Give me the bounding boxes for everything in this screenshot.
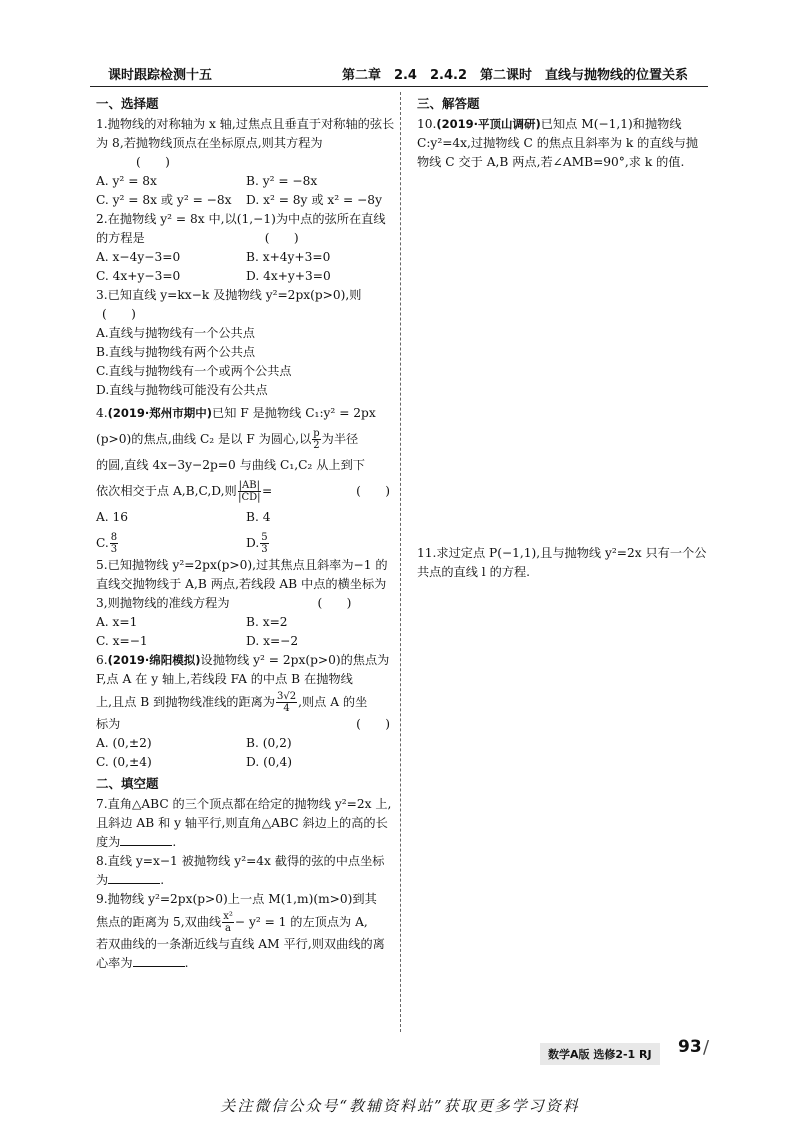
q4-line3: 的圆,直线 4x−3y−2p=0 与曲线 C₁,C₂ 从上到下 xyxy=(96,458,365,472)
q7-blank[interactable] xyxy=(120,833,172,846)
question-3 xyxy=(96,286,396,400)
q7-text: 7.直角△ABC 的三个顶点都在给定的抛物线 y²=2x 上,且斜边 AB 和 y 轴平行,则直角△ABC 斜边上的高的长度为 xyxy=(96,797,392,849)
q9-line2b: − y² = 1 的左顶点为 A, xyxy=(234,915,368,929)
q4-frac-num: |AB| xyxy=(238,480,260,491)
q2-text: 2.在抛物线 y² = 8x 中,以(1,−1)为中点的弦所在直线的方程是 xyxy=(96,212,386,245)
column-divider xyxy=(400,92,401,1032)
q6-paren: ( ) xyxy=(356,717,390,731)
bottom-watermark-note: 关注微信公众号“教辅资料站”获取更多学习资料 xyxy=(220,1097,580,1115)
q6-line2b: ,则点 A 的坐 xyxy=(298,695,368,709)
q4-frac-den: |CD| xyxy=(238,492,261,503)
q9-frac-den: a xyxy=(225,923,232,934)
q4-opt-a: A. 16 xyxy=(96,510,129,524)
q4-paren: ( ) xyxy=(356,484,390,498)
q2-opt-a: A. x−4y−3=0 xyxy=(96,250,181,264)
q9-frac-num: x² xyxy=(223,911,233,922)
q5-opt-d: D. x=−2 xyxy=(246,634,299,648)
q4-source: (2019·郑州市期中) xyxy=(107,406,213,420)
q4-opt-d xyxy=(246,530,396,556)
q3-opt-d: D.直线与抛物线可能没有公共点 xyxy=(96,383,268,397)
q4-frac-p2-den: 2 xyxy=(313,440,320,451)
q6-number: 6. xyxy=(96,653,108,667)
question-1 xyxy=(96,115,396,210)
question-11 xyxy=(417,544,709,582)
q9-line3: 若双曲线的一条渐近线与直线 AM 平行,则双曲线的离心率为 xyxy=(96,937,385,970)
q4-opt-d-label: D. xyxy=(246,536,260,550)
q4-frac-ab-cd xyxy=(238,480,261,503)
q1-opt-c: C. y² = 8x 或 y² = −8x xyxy=(96,193,232,207)
q5-paren: ( ) xyxy=(317,596,352,610)
q1-opt-d: D. x² = 8y 或 x² = −8y xyxy=(246,193,382,207)
q4-opt-d-den: 3 xyxy=(261,544,268,555)
question-2 xyxy=(96,210,396,286)
q3-opt-c: C.直线与抛物线有一个或两个公共点 xyxy=(96,364,292,378)
q4-line4a: 依次相交于点 A,B,C,D,则 xyxy=(96,484,237,498)
q8-blank[interactable] xyxy=(108,871,160,884)
question-10 xyxy=(417,115,709,172)
q9-line2a: 焦点的距离为 5,双曲线 xyxy=(96,915,222,929)
q2-opt-b: B. x+4y+3=0 xyxy=(246,250,331,264)
q6-opt-b: B. (0,2) xyxy=(246,736,292,750)
q4-opt-d-frac xyxy=(260,532,268,555)
q4-opt-d-num: 5 xyxy=(261,532,268,543)
q8-end: . xyxy=(160,873,165,887)
q1-paren: ( ) xyxy=(136,155,170,169)
q4-opt-c-frac xyxy=(110,532,118,555)
q5-text: 5.已知抛物线 y²=2px(p>0),过其焦点且斜率为−1 的直线交抛物线于 A,B 两点,若线段 AB 中点的横坐标为 3,则抛物线的准线方程为 xyxy=(96,558,388,610)
q10-source: (2019·平顶山调研) xyxy=(436,117,541,131)
q9-end: . xyxy=(184,956,189,970)
q4-line2b: 为半径 xyxy=(321,432,359,446)
q6-frac xyxy=(276,691,297,714)
header-right: 第二章 2.4 2.4.2 第二课时 直线与抛物线的位置关系 xyxy=(341,68,688,83)
right-column xyxy=(417,92,709,582)
q9-blank[interactable] xyxy=(133,954,185,967)
q10-number: 10. xyxy=(417,117,437,131)
q4-opt-c-num: 8 xyxy=(110,532,118,543)
q9-line1: 9.抛物线 y²=2px(p>0)上一点 M(1,m)(m>0)到其 xyxy=(96,892,377,906)
q4-frac-p2-num: p xyxy=(313,428,320,439)
q11-text: 11.求过定点 P(−1,1),且与抛物线 y²=2x 只有一个公共点的直线 l 的方程. xyxy=(417,546,707,579)
q9-frac xyxy=(222,911,234,934)
q4-number: 4. xyxy=(96,406,108,420)
q1-text: 1.抛物线的对称轴为 x 轴,过焦点且垂直于对称轴的弦长为 8,若抛物线顶点在坐标原点,则其方程为 xyxy=(96,117,395,150)
q6-source: (2019·绵阳模拟) xyxy=(107,653,201,667)
q6-opt-a: A. (0,±2) xyxy=(96,736,152,750)
q4-line1: 已知 F 是抛物线 C₁:y² = 2px xyxy=(212,406,376,420)
q3-text: 3.已知直线 y=kx−k 及抛物线 y²=2px(p>0),则 xyxy=(96,288,362,302)
question-4 xyxy=(96,400,396,556)
section-answer-title: 三、解答题 xyxy=(417,96,480,111)
q6-opt-d: D. (0,4) xyxy=(246,755,292,769)
left-column xyxy=(96,92,396,973)
q2-paren: ( ) xyxy=(264,231,299,245)
q5-opt-c: C. x=−1 xyxy=(96,634,148,648)
q3-paren: ( ) xyxy=(102,307,136,321)
page-slash-decoration: / xyxy=(703,1037,710,1058)
q7-end: . xyxy=(172,835,177,849)
q4-line4b: = xyxy=(261,484,273,498)
q2-opt-c: C. 4x+y−3=0 xyxy=(96,269,181,283)
section-fill-title: 二、填空题 xyxy=(96,776,159,791)
question-8 xyxy=(96,852,396,890)
section-choice-title: 一、选择题 xyxy=(96,96,159,111)
q5-opt-a: A. x=1 xyxy=(96,615,138,629)
question-5 xyxy=(96,556,396,651)
q6-frac-den: 4 xyxy=(283,703,290,714)
q4-opt-b: B. 4 xyxy=(246,510,271,524)
q6-line2a: 上,且点 B 到抛物线准线的距离为 xyxy=(96,695,276,709)
q4-frac-p2 xyxy=(312,428,320,451)
q10-text: 已知点 M(−1,1)和抛物线 C:y²=4x,过抛物线 C 的焦点且斜率为 k 的直线与抛物线 C 交于 A,B 两点,若∠AMB=90°,求 k 的值. xyxy=(417,117,699,169)
q6-frac-num: 3√2 xyxy=(277,691,297,702)
q2-opt-d: D. 4x+y+3=0 xyxy=(246,269,331,283)
q1-opt-b: B. y² = −8x xyxy=(246,174,318,188)
header-left: 课时跟踪检测十五 xyxy=(108,68,213,83)
q1-opt-a: A. y² = 8x xyxy=(96,174,157,188)
edition-badge: 数学A版 选修2-1 RJ xyxy=(540,1043,660,1065)
page-number: 93 xyxy=(678,1037,702,1057)
q4-line2a: (p>0)的焦点,曲线 C₂ 是以 F 为圆心,以 xyxy=(96,432,312,446)
q6-line1: 设抛物线 y² = 2px(p>0)的焦点为 F,点 A 在 y 轴上,若线段 FA 的中点 B 在抛物线 xyxy=(96,653,390,686)
q4-opt-c xyxy=(96,530,246,556)
q3-opt-b: B.直线与抛物线有两个公共点 xyxy=(96,345,256,359)
q8-text: 8.直线 y=x−1 被抛物线 y²=4x 截得的弦的中点坐标为 xyxy=(96,854,385,887)
question-7 xyxy=(96,795,396,852)
header-rule xyxy=(90,86,708,87)
q4-opt-c-label: C. xyxy=(96,536,109,550)
question-6 xyxy=(96,651,396,772)
q6-opt-c: C. (0,±4) xyxy=(96,755,152,769)
q6-line3: 标为 xyxy=(96,717,121,731)
q4-opt-c-den: 3 xyxy=(110,544,118,555)
q5-opt-b: B. x=2 xyxy=(246,615,288,629)
question-9 xyxy=(96,890,396,973)
q3-opt-a: A.直线与抛物线有一个公共点 xyxy=(96,326,255,340)
